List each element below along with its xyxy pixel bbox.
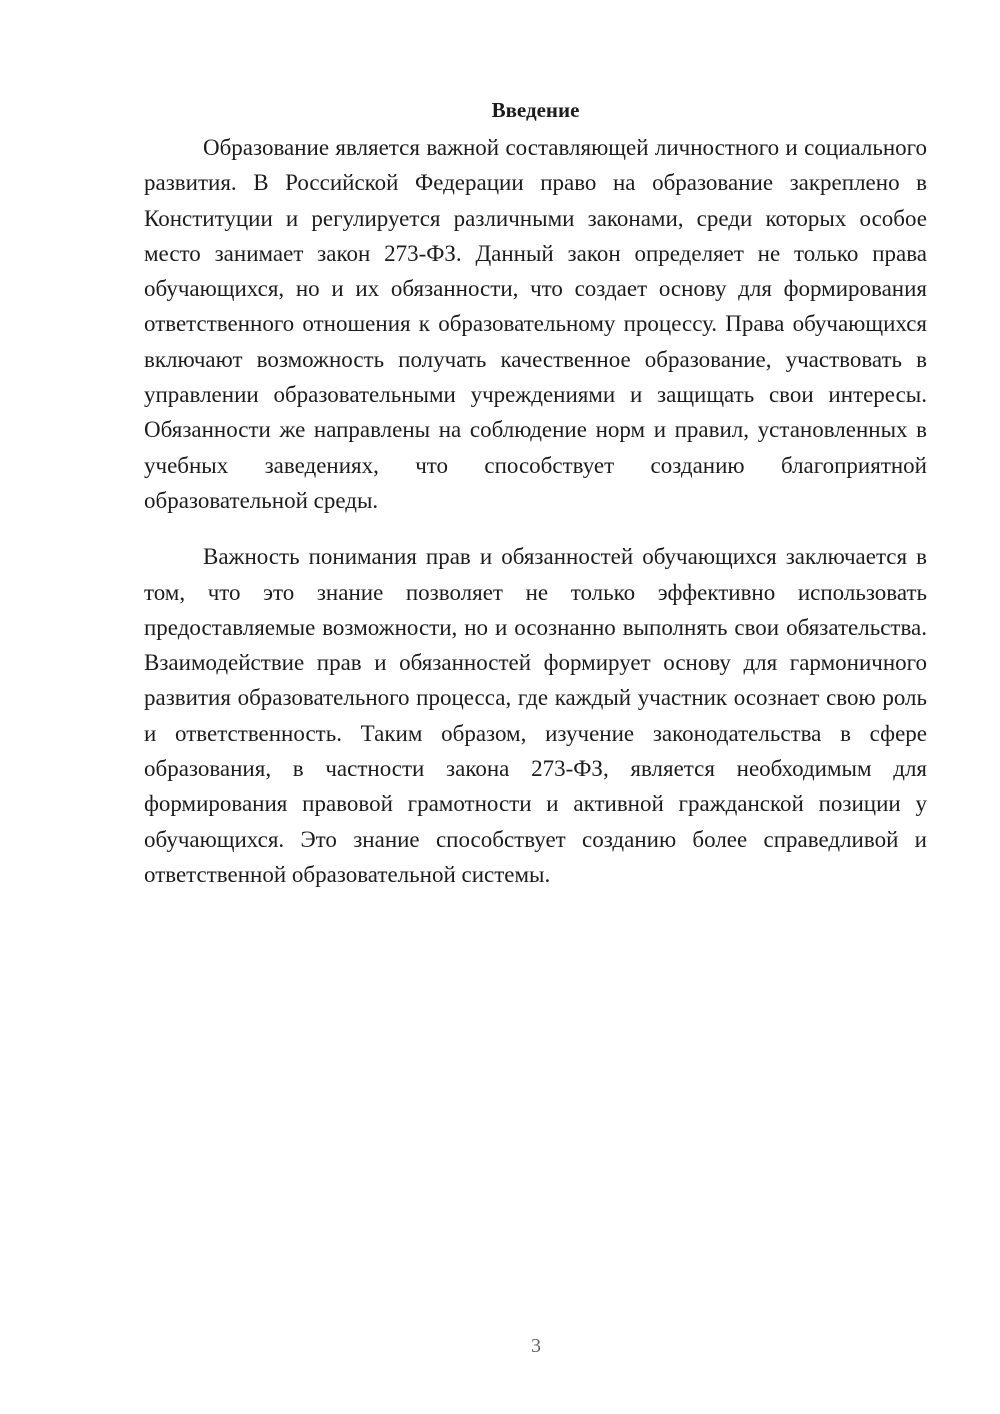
paragraph-1: Образование является важной составляющей личностного и социального развития. В Российской Федерации право на образование закреплено в Конституции и регулируется различными законами, среди которых особое место занимает закон 273-ФЗ. Данный закон определяет не только права обучающихся, но и их обязанности, что создает основу для формирования ответственного отношения к образовательному процессу. Права обучающихся включают возможность получать качественное образование, участвовать в управлении образовательными учреждениями и защищать свои интересы. Обязанности же направлены на соблюдение норм и правил, установленных в учебных заведениях, что способствует созданию благоприятной образовательной среды.	[144, 135, 927, 513]
page-content	[144, 95, 927, 892]
section-title: Введение	[491, 98, 580, 122]
paragraph-2: Важность понимания прав и обязанностей обучающихся заключается в том, что это знание позволяет не только эффективно использовать предоставляемые возможности, но и осознанно выполнять свои обязательства. Взаимодействие прав и обязанностей формирует основу для гармоничного развития образовательного процесса, где каждый участник осознает свою роль и ответственность. Таким образом, изучение законодательства в сфере образования, в частности закона 273-ФЗ, является необходимым для формирования правовой грамотности и активной гражданской позиции у обучающихся. Это знание способствует созданию более справедливой и ответственной образовательной системы.	[144, 544, 927, 887]
page-number: 3	[531, 1335, 541, 1357]
